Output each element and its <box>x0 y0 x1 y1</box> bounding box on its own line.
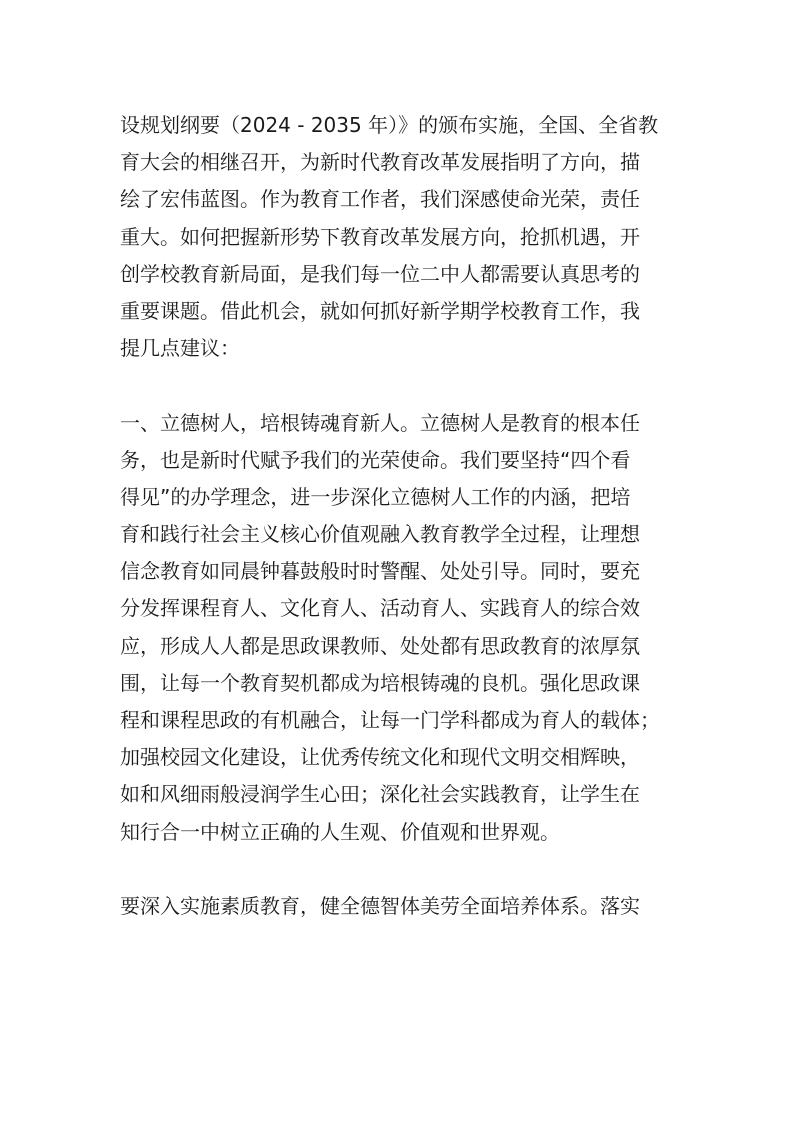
text-line: 如和风细雨般浸润学生心田；深化社会实践教育，让学生在 <box>120 782 640 807</box>
paragraph-section-two <box>120 888 690 925</box>
text-line: 设规划纲要（2024 - 2035 年）》的颁布实施，全国、全省教 <box>120 113 659 137</box>
text-line: 加强校园文化建设，让优秀传统文化和现代文明交相辉映， <box>120 745 640 770</box>
paragraph-section-one <box>120 405 690 851</box>
text-line: 程和课程思政的有机融合，让每一门学科都成为育人的载体； <box>120 708 660 732</box>
text-line: 育和践行社会主义核心价值观融入教育教学全过程，让理想 <box>120 522 640 547</box>
text-line: 重要课题。借此机会，就如何抓好新学期学校教育工作，我 <box>120 298 640 323</box>
text-line: 务，也是新时代赋予我们的光荣使命。我们要坚持“四个看 <box>120 447 631 472</box>
paragraph-intro <box>120 107 690 367</box>
text-line: 要深入实施素质教育，健全德智体美劳全面培养体系。落实 <box>120 893 640 918</box>
text-line: 应，形成人人都是思政课教师、处处都有思政教育的浓厚氛 <box>120 633 640 658</box>
text-line: 信念教育如同晨钟暮鼓般时时警醒、处处引导。同时，要充 <box>120 559 640 584</box>
text-line: 分发挥课程育人、文化育人、活动育人、实践育人的综合效 <box>120 596 640 621</box>
text-line: 创学校教育新局面，是我们每一位二中人都需要认真思考的 <box>120 261 640 286</box>
text-line: 知行合一中树立正确的人生观、价值观和世界观。 <box>120 819 560 844</box>
paragraph-spacer <box>120 851 690 888</box>
text-line: 重大。如何把握新形势下教育改革发展方向，抢抓机遇，开 <box>120 224 640 249</box>
paragraph-spacer <box>120 367 690 404</box>
text-line: 绘了宏伟蓝图。作为教育工作者，我们深感使命光荣，责任 <box>120 187 640 212</box>
text-line: 提几点建议： <box>120 336 240 361</box>
text-line: 一、立德树人，培根铸魂育新人。立德树人是教育的根本任 <box>120 410 640 435</box>
document-body <box>120 107 690 925</box>
text-line: 得见”的办学理念，进一步深化立德树人工作的内涵，把培 <box>120 484 631 509</box>
text-line: 育大会的相继召开，为新时代教育改革发展指明了方向，描 <box>120 150 640 175</box>
text-line: 围，让每一个教育契机都成为培根铸魂的良机。强化思政课 <box>120 670 640 695</box>
